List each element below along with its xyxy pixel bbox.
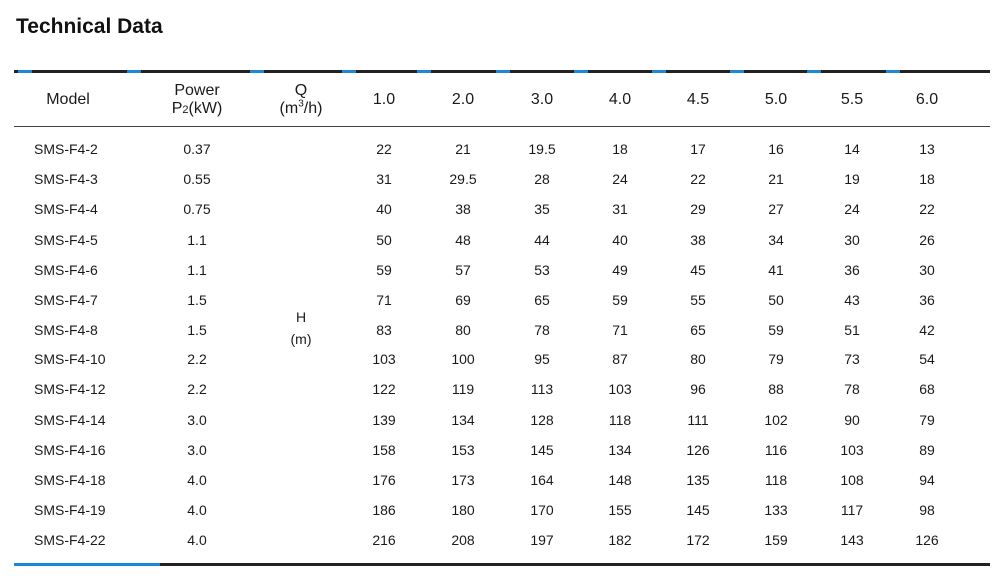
cell-head: 180 — [451, 502, 475, 518]
cell-head: 148 — [608, 472, 632, 488]
header-power-unit — [172, 100, 223, 119]
cell-power: 1.1 — [187, 232, 207, 248]
cell-head: 38 — [690, 232, 706, 248]
cell-head: 145 — [686, 502, 710, 518]
cell-head: 43 — [844, 292, 860, 308]
cell-head: 68 — [919, 381, 935, 397]
cell-model: SMS-F4-3 — [34, 171, 98, 187]
cell-head: 54 — [919, 351, 935, 367]
cell-model: SMS-F4-19 — [34, 502, 106, 518]
table-row — [0, 435, 1000, 465]
header-flow: 4.0 — [608, 91, 632, 108]
cell-head: 98 — [919, 502, 935, 518]
cell-head: 118 — [608, 412, 632, 428]
table-top-rule — [14, 70, 990, 73]
header-flow: 2.0 — [451, 91, 475, 108]
table-bottom-rule — [14, 563, 990, 566]
cell-head: 176 — [372, 472, 396, 488]
cell-head: 18 — [612, 141, 628, 157]
rule-accent-bar — [14, 563, 160, 566]
cell-head: 22 — [690, 171, 706, 187]
table-row — [0, 134, 1000, 164]
cell-head: 57 — [455, 262, 471, 278]
page-title: Technical Data — [16, 15, 163, 38]
header-flow: 6.0 — [915, 91, 939, 108]
cell-head: 28 — [534, 171, 550, 187]
table-row — [0, 525, 1000, 555]
cell-head: 35 — [534, 201, 550, 217]
cell-head: 36 — [919, 292, 935, 308]
header-flow: 1.0 — [372, 91, 396, 108]
cell-head: 50 — [376, 232, 392, 248]
cell-head: 197 — [530, 532, 554, 548]
cell-power: 0.75 — [183, 201, 211, 217]
cell-head: 79 — [768, 351, 784, 367]
cell-head: 135 — [686, 472, 710, 488]
cell-head: 50 — [768, 292, 784, 308]
power-subscript: 2 — [182, 104, 189, 116]
cell-power: 1.5 — [187, 292, 207, 308]
table-row — [0, 194, 1000, 224]
cell-head: 118 — [764, 472, 788, 488]
rule-accent-tick — [574, 70, 588, 73]
cell-head: 53 — [534, 262, 550, 278]
cell-head: 21 — [455, 141, 471, 157]
rule-accent-tick — [127, 70, 141, 73]
cell-head: 113 — [530, 381, 554, 397]
cell-head: 38 — [455, 201, 471, 217]
table-row — [0, 495, 1000, 525]
cell-head: 134 — [608, 442, 632, 458]
cell-head: 26 — [919, 232, 935, 248]
rule-accent-tick — [807, 70, 821, 73]
cell-head: 96 — [690, 381, 706, 397]
table-row — [0, 344, 1000, 374]
header-flow: 3.0 — [530, 91, 554, 108]
cell-head: 208 — [451, 532, 475, 548]
cell-head: 59 — [376, 262, 392, 278]
cell-head: 159 — [764, 532, 788, 548]
rule-accent-tick — [250, 70, 264, 73]
cell-head: 78 — [534, 322, 550, 338]
head-unit: (m) — [290, 331, 312, 347]
cell-head: 24 — [612, 171, 628, 187]
cell-head: 173 — [451, 472, 475, 488]
rule-accent-tick — [652, 70, 666, 73]
rule-accent-tick — [18, 70, 32, 73]
cell-head: 111 — [687, 412, 709, 428]
cell-head: 164 — [530, 472, 554, 488]
cell-head: 40 — [376, 201, 392, 217]
table-row — [0, 405, 1000, 435]
cell-head: 102 — [764, 412, 788, 428]
cell-head: 19 — [844, 171, 860, 187]
header-model — [46, 91, 90, 109]
cell-head: 45 — [690, 262, 706, 278]
power-symbol: P — [171, 100, 183, 117]
cell-power: 4.0 — [187, 472, 207, 488]
cell-model: SMS-F4-10 — [34, 351, 106, 367]
cell-head: 16 — [768, 141, 784, 157]
cell-head: 87 — [612, 351, 628, 367]
cell-head: 13 — [919, 141, 935, 157]
cell-head: 48 — [455, 232, 471, 248]
cell-head: 119 — [451, 381, 475, 397]
cell-head: 31 — [612, 201, 628, 217]
cell-head: 69 — [455, 292, 471, 308]
cell-model: SMS-F4-8 — [34, 322, 98, 338]
table-row — [0, 315, 1000, 345]
cell-head: 182 — [608, 532, 632, 548]
cell-power: 0.37 — [183, 141, 211, 157]
cell-head: 186 — [372, 502, 396, 518]
header-q — [280, 82, 323, 118]
cell-head: 19.5 — [528, 141, 556, 157]
cell-head: 36 — [844, 262, 860, 278]
cell-head: 34 — [768, 232, 784, 248]
cell-head: 71 — [376, 292, 392, 308]
cell-head: 170 — [530, 502, 554, 518]
cell-head: 59 — [768, 322, 784, 338]
cell-head: 83 — [376, 322, 392, 338]
cell-head: 133 — [764, 502, 788, 518]
cell-head: 41 — [768, 262, 784, 278]
rule-accent-tick — [886, 70, 900, 73]
cell-head: 59 — [612, 292, 628, 308]
cell-head: 89 — [919, 442, 935, 458]
cell-head: 116 — [764, 442, 788, 458]
cell-head: 51 — [844, 322, 860, 338]
cell-head: 29.5 — [449, 171, 477, 187]
cell-head: 94 — [919, 472, 935, 488]
cell-head: 139 — [372, 412, 396, 428]
cell-model: SMS-F4-5 — [34, 232, 98, 248]
cell-head: 30 — [919, 262, 935, 278]
cell-head: 78 — [844, 381, 860, 397]
cell-head: 21 — [768, 171, 784, 187]
cell-head: 126 — [915, 532, 939, 548]
header-power — [172, 82, 223, 119]
cell-model: SMS-F4-7 — [34, 292, 98, 308]
cell-model: SMS-F4-18 — [34, 472, 106, 488]
cell-head: 172 — [686, 532, 710, 548]
header-q-label: Q — [294, 82, 308, 99]
cell-head: 145 — [530, 442, 554, 458]
cell-head: 117 — [840, 502, 864, 518]
cell-head: 153 — [451, 442, 475, 458]
cell-power: 2.2 — [187, 381, 207, 397]
cell-head: 143 — [840, 532, 864, 548]
cell-power: 1.5 — [187, 322, 207, 338]
cell-model: SMS-F4-4 — [34, 201, 98, 217]
cell-head: 103 — [608, 381, 632, 397]
cell-head: 73 — [844, 351, 860, 367]
cell-head: 108 — [840, 472, 864, 488]
cell-power: 4.0 — [187, 532, 207, 548]
cell-head: 30 — [844, 232, 860, 248]
rule-accent-tick — [730, 70, 744, 73]
cell-head: 22 — [919, 201, 935, 217]
power-unit: (kW) — [188, 100, 223, 117]
cell-head: 65 — [690, 322, 706, 338]
table-row — [0, 225, 1000, 255]
rule-accent-tick — [496, 70, 510, 73]
table-row — [0, 465, 1000, 495]
cell-power: 0.55 — [183, 171, 211, 187]
cell-head: 22 — [376, 141, 392, 157]
cell-power: 3.0 — [187, 412, 207, 428]
rule-accent-tick — [417, 70, 431, 73]
cell-head: 100 — [451, 351, 475, 367]
cell-head: 126 — [686, 442, 710, 458]
cell-head: 65 — [534, 292, 550, 308]
table-row — [0, 164, 1000, 194]
cell-head: 49 — [612, 262, 628, 278]
cell-head: 17 — [690, 141, 706, 157]
cell-head: 40 — [612, 232, 628, 248]
cell-model: SMS-F4-22 — [34, 532, 106, 548]
cell-head: 24 — [844, 201, 860, 217]
cell-head: 158 — [372, 442, 396, 458]
rule-accent-tick — [342, 70, 356, 73]
table-row — [0, 285, 1000, 315]
q-unit-sup: 3 — [298, 98, 304, 110]
cell-model: SMS-F4-6 — [34, 262, 98, 278]
cell-head: 155 — [608, 502, 632, 518]
cell-head: 80 — [690, 351, 706, 367]
cell-power: 1.1 — [187, 262, 207, 278]
table-row — [0, 374, 1000, 404]
cell-model: SMS-F4-12 — [34, 381, 106, 397]
cell-head: 216 — [372, 532, 396, 548]
header-flow: 5.5 — [840, 91, 864, 108]
cell-model: SMS-F4-14 — [34, 412, 106, 428]
cell-head: 55 — [690, 292, 706, 308]
cell-head: 42 — [919, 322, 935, 338]
cell-head: 90 — [844, 412, 860, 428]
q-unit-close: /h) — [303, 100, 323, 117]
cell-head: 18 — [919, 171, 935, 187]
cell-head: 95 — [534, 351, 550, 367]
header-power-label: Power — [174, 82, 220, 99]
q-unit-open: (m — [279, 100, 299, 117]
cell-head: 27 — [768, 201, 784, 217]
cell-head: 103 — [840, 442, 864, 458]
cell-power: 3.0 — [187, 442, 207, 458]
header-rule — [14, 126, 990, 127]
cell-head: 122 — [372, 381, 396, 397]
cell-power: 4.0 — [187, 502, 207, 518]
cell-power: 2.2 — [187, 351, 207, 367]
cell-head: 128 — [530, 412, 554, 428]
header-flow: 5.0 — [764, 91, 788, 108]
cell-head: 88 — [768, 381, 784, 397]
header-model-label: Model — [46, 91, 90, 108]
cell-head: 71 — [612, 322, 628, 338]
header-q-unit — [280, 100, 323, 118]
cell-head: 44 — [534, 232, 550, 248]
cell-head: 103 — [372, 351, 396, 367]
head-symbol: H — [295, 309, 307, 325]
cell-model: SMS-F4-16 — [34, 442, 106, 458]
header-flow: 4.5 — [686, 91, 710, 108]
cell-head: 134 — [451, 412, 475, 428]
cell-head: 80 — [455, 322, 471, 338]
table-row — [0, 255, 1000, 285]
cell-head: 79 — [919, 412, 935, 428]
cell-head: 14 — [844, 141, 860, 157]
cell-head: 31 — [376, 171, 392, 187]
cell-model: SMS-F4-2 — [34, 141, 98, 157]
cell-head: 29 — [690, 201, 706, 217]
